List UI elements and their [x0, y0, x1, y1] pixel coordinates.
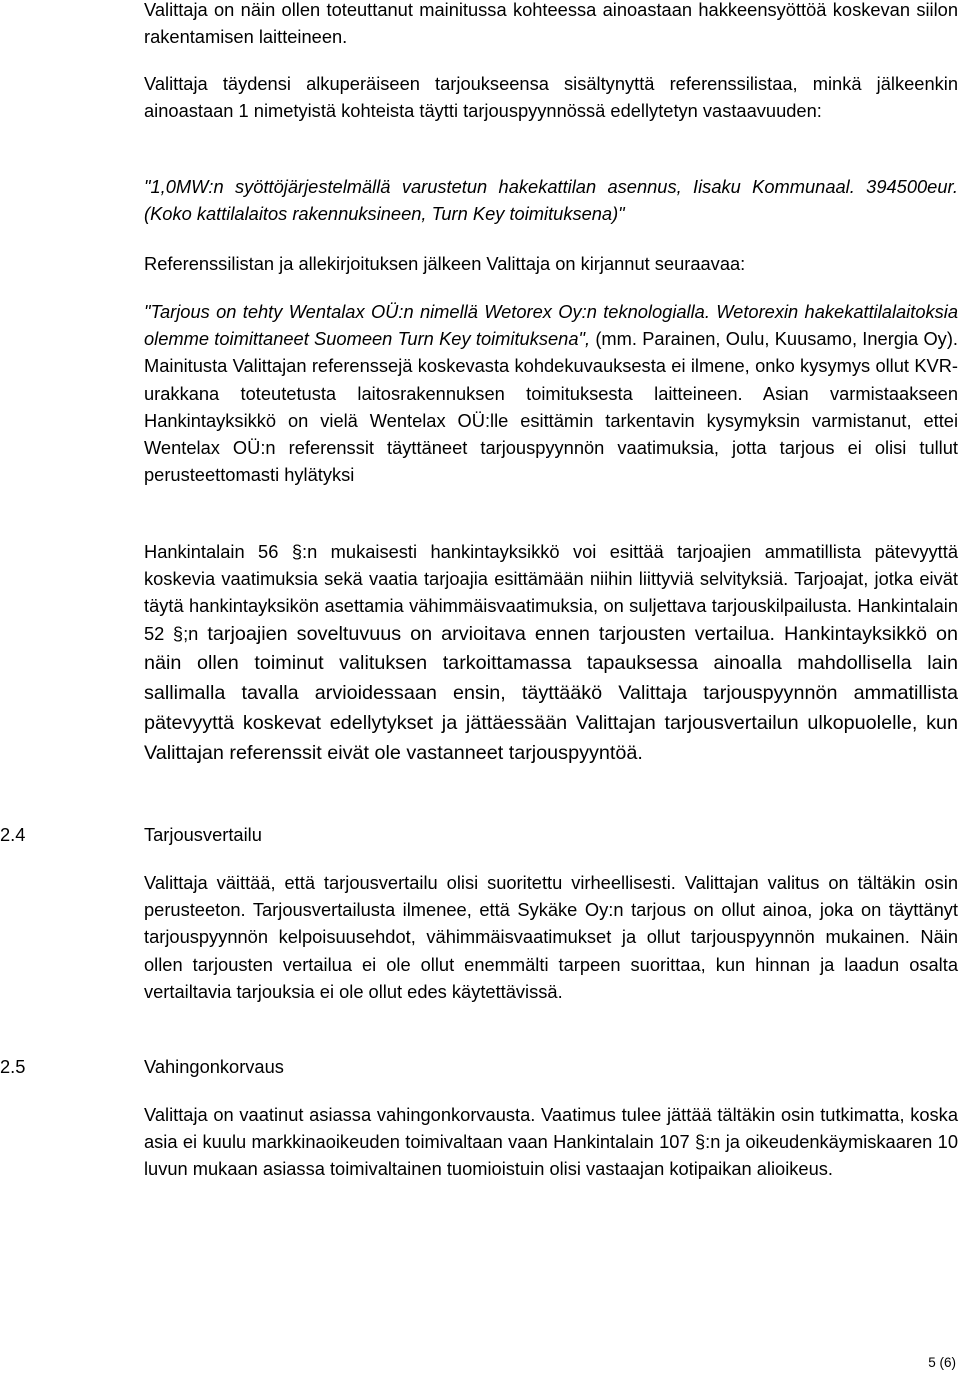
paragraph-allekirjoitus: Referenssilistan ja allekirjoituksen jälkeen Valittaja on kirjannut seuraavaa:: [144, 253, 746, 274]
paragraph-wentalax: [144, 298, 958, 488]
section-number: 2.5: [0, 1056, 26, 1077]
paragraph-wentalax-rest: (mm. Parainen, Oulu, Kuusamo, Inergia Oy). Mainitusta Valittajan referenssejä koskevasta kohdekuvauksesta ei ilmene, onko kysymys ollut KVR-urakkana toteutetusta laitosrakennuksen toimituksesta laitteineen. Asian varmistaakseen Hankintayksikkö on vielä Wentelax OÜ:lle esittämin tarkentavin kysymyksin varmistanut, ettei Wentelax OÜ:n referenssit täyttäneet tarjouspyynnön vaatimuksia, jotta tarjous ei olisi tullut perusteettomasti hylätyksi: [144, 328, 958, 486]
section-number: 2.4: [0, 824, 26, 845]
paragraph-hankintalaki-52-rest: tarjoajien soveltuvuus on arvioitava ennen tarjousten vertailua. Hankintayksikkö on näin ollen toiminut valituksen tarkoittamassa tapauksessa ainoalla mahdollisella lain sallimalla tavalla arvioidessaan ensin, täyttääkö Valittaja tarjouspyynnön ammatillista pätevyyttä koskevat edellytykset ja jättäessään Valittajan tarjousvertailun ulkopuolelle, kun Valittajan referenssit eivät ole vastanneet tarjouspyyntöä.: [144, 622, 958, 764]
page-number: 5 (6): [928, 1355, 956, 1370]
paragraph-hankintalaki-56: [144, 538, 958, 769]
section-title: Vahingonkorvaus: [144, 1056, 284, 1077]
quote-wentalax: "Tarjous on tehty Wentalax OÜ:n nimellä Wetorex Oy:n teknologialla. Wetorexin hakekattilalaitoksia olemme toimittaneet Suomeen Turn Key toimituksena",: [144, 301, 958, 350]
quote-referenssi-iisaku: "1,0MW:n syöttöjärjestelmällä varustetun hakekattilan asennus, Iisaku Kommunaal. 394500eur. (Koko kattilalaitos rakennuksineen, Turn Key toimituksena)": [144, 176, 958, 225]
paragraph-valittaja-siilo: Valittaja on näin ollen toteuttanut mainitussa kohteessa ainoastaan hakkeensyöttöä koskevan siilon rakentamisen laitteineen.: [144, 0, 958, 48]
paragraph-hankintalaki-56-start: Hankintalain 56 §:n mukaisesti hankintayksikkö voi esittää tarjoajien ammatillista pätevyyttä koskevia vaatimuksia sekä vaatia tarjoajia esittämään niihin liittyviä selvityksiä. Tarjoajat, jotka eivät täytä hankintayksikön asettamia vähimmäisvaatimuksia, on suljettava tarjouskilpailusta. Hankintalain 52 §;n: [144, 541, 958, 644]
paragraph-referenssilista: Valittaja täydensi alkuperäiseen tarjoukseensa sisältynyttä referenssilistaa, minkä jälkeenkin ainoastaan 1 nimetyistä kohteista täytti tarjouspyynnössä edellytetyn vastaavuuden:: [144, 73, 958, 122]
paragraph-vahingonkorvaus: Valittaja on vaatinut asiassa vahingonkorvausta. Vaatimus tulee jättää tältäkin osin tutkimatta, koska asia ei kuulu markkinaoikeuden toimivaltaan vaan Hankintalain 107 §:n ja oikeudenkäymiskaaren 10 luvun mukaan asiassa toimivaltainen tuomioistuin olisi vastaajan kotipaikan alioikeus.: [144, 1104, 958, 1180]
section-title: Tarjousvertailu: [144, 824, 262, 845]
paragraph-tarjousvertailu: Valittaja väittää, että tarjousvertailu olisi suoritettu virheellisesti. Valittajan valitus on tältäkin osin perusteeton. Tarjousvertailusta ilmenee, että Sykäke Oy:n tarjous on ollut ainoa, joka on täyttänyt tarjouspyynnön kelpoisuusehdot, vähimmäisvaatimukset ja ollut tarjouspyynnön mukainen. Näin ollen tarjousten vertailua ei ole ollut enemmälti tarpeen suorittaa, kun hinnan ja laadun osalta vertailtavia tarjouksia ei ole ollut edes käytettävissä.: [144, 872, 958, 1002]
